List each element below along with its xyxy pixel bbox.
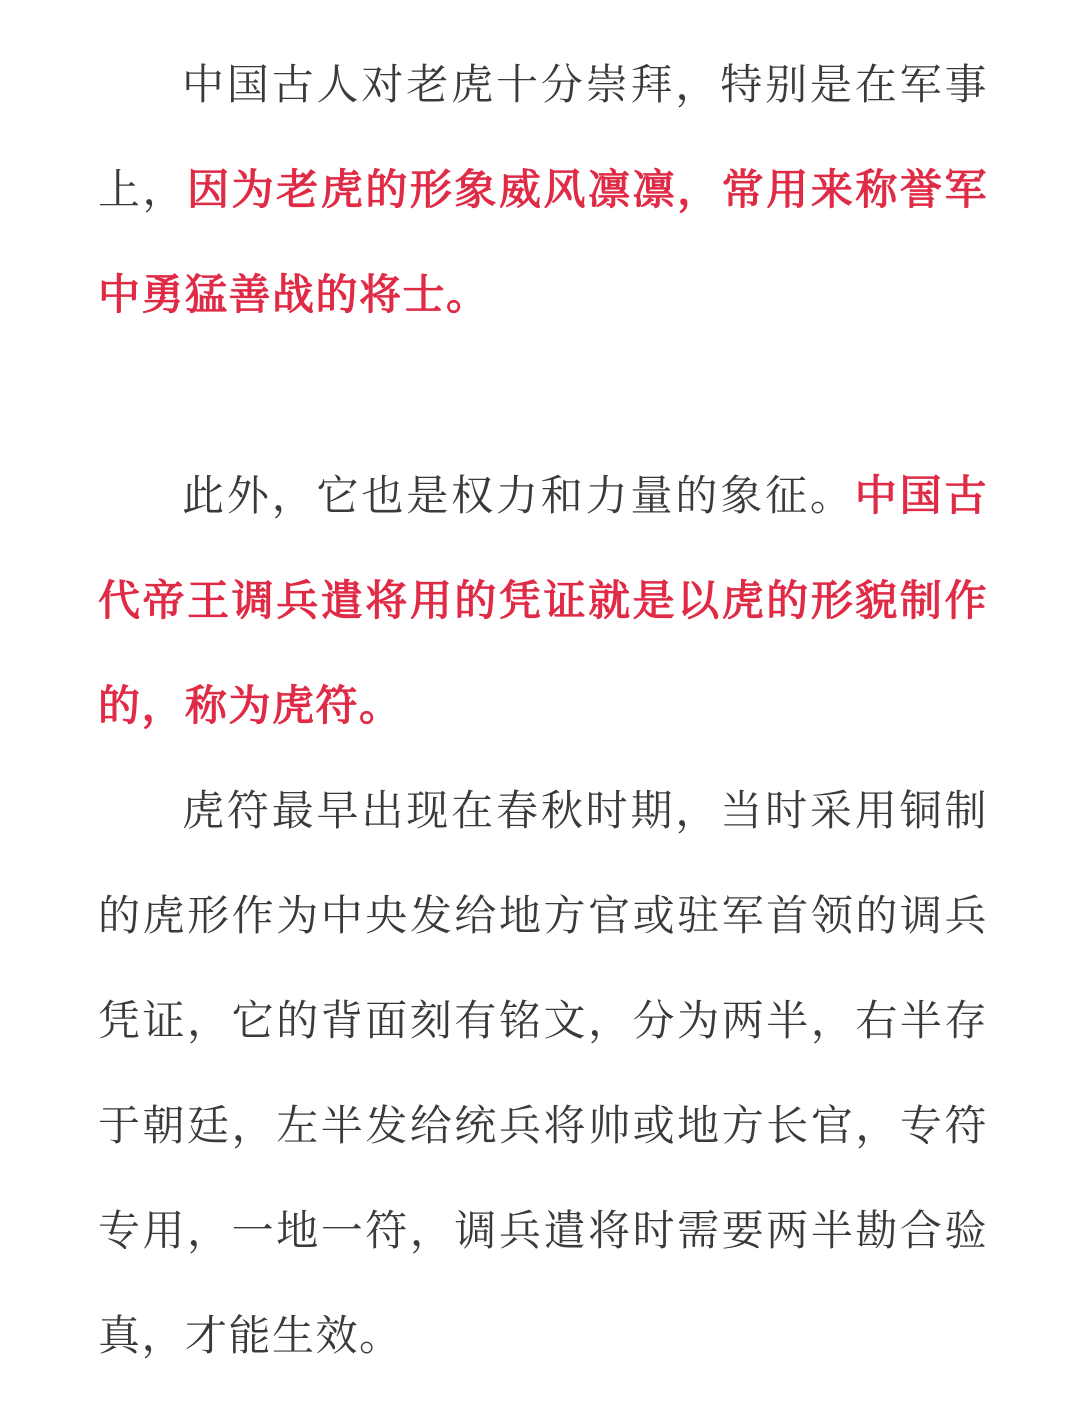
- paragraph-tiger-tally-history: [98, 758, 988, 1388]
- highlighted-text: 中国古代帝王调兵遣将用的凭证就是以虎的形貌制作的，称为虎符。: [98, 471, 988, 730]
- paragraph-text: 虎符最早出现在春秋时期，当时采用铜制的虎形作为中央发给地方官或驻军首领的调兵凭证，它的背面刻有铭文，分为两半，右半存于朝廷，左半发给统兵将帅或地方长官，专符专用，一地一符，调兵遣将时需要两半勘合验真，才能生效。: [98, 786, 988, 1360]
- article-body: [98, 0, 988, 1388]
- paragraph-tiger-worship: [98, 32, 988, 347]
- highlighted-text: 因为老虎的形象威风凛凛，常用来称誉军中勇猛善战的将士。: [98, 165, 988, 319]
- paragraph-text: 此外，它也是权力和力量的象征。: [182, 471, 855, 520]
- paragraph-text: 中国古人对老虎十分崇拜，特别是在军事上，: [98, 60, 988, 214]
- paragraph-tiger-tally-intro: [98, 443, 988, 758]
